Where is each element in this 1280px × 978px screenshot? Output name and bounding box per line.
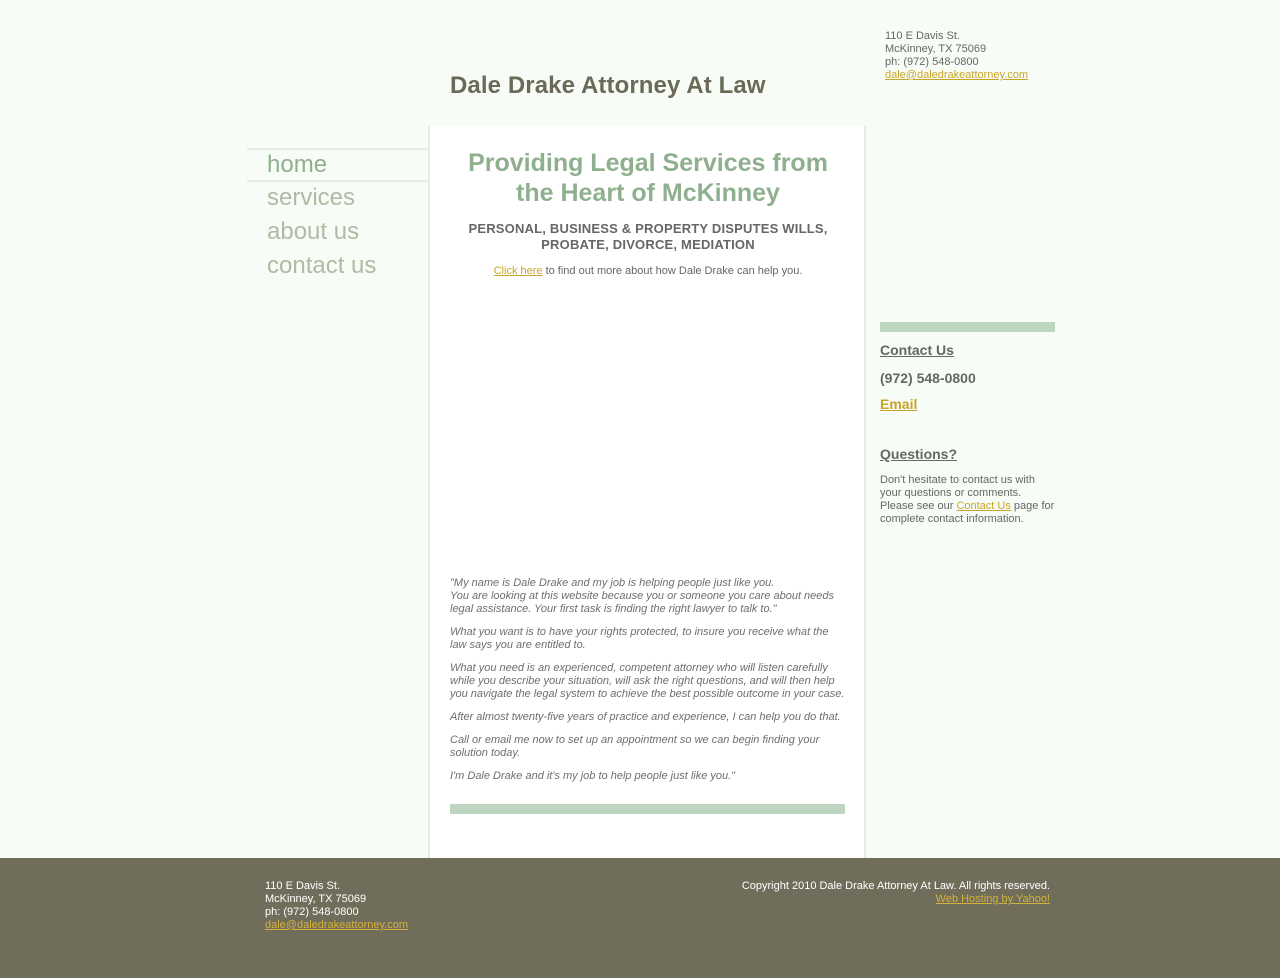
bio-paragraph: What you need is an experienced, competent attorney who will listen carefully while you describe your situation, will ask the right questions, and will then help you navigate the legal system to achieve the best possible outcome in your case. (450, 662, 845, 700)
footer (0, 858, 1280, 978)
bio-paragraph: Call or email me now to set up an appointment so we can begin finding your solution today. (450, 734, 820, 759)
bio-paragraph (450, 577, 846, 616)
page-headline: Providing Legal Services from the Heart of McKinney (468, 149, 828, 207)
click-here-link[interactable]: Click here (493, 265, 543, 277)
sidebar-divider-bar (880, 322, 1055, 332)
contact-us-heading-link[interactable]: Contact Us (880, 342, 954, 358)
footer-address (265, 880, 408, 932)
click-here-text: to find out more about how Dale Drake can help you. (542, 265, 803, 277)
content-panel (428, 126, 866, 858)
web-hosting-link[interactable]: Web Hosting by Yahoo! (935, 893, 1050, 905)
footer-address-line-1: 110 E Davis St. (265, 880, 340, 892)
copyright-text: Copyright 2010 Dale Drake Attorney At Law. All rights reserved. (741, 880, 1050, 892)
questions-text (880, 474, 1055, 526)
main-nav (247, 148, 427, 284)
bio-paragraph: After almost twenty-five years of practice and experience, I can help you do that. (450, 711, 841, 723)
nav-item-contact-us[interactable]: contact us (267, 252, 377, 279)
nav-item-home[interactable]: home (247, 148, 427, 182)
address-line-1: 110 E Davis St. (885, 30, 960, 42)
site-title: Dale Drake Attorney At Law (450, 72, 766, 99)
sidebar-email-link[interactable]: Email (880, 396, 918, 412)
bio-line: You are looking at this website because you or someone you care about needs legal assistance. Your first task is finding the right lawyer to talk to." (450, 590, 835, 615)
bio-paragraph: I'm Dale Drake and it's my job to help people just like you." (450, 770, 736, 782)
practice-areas: PERSONAL, BUSINESS & PROPERTY DISPUTES WILLS, PROBATE, DIVORCE, MEDIATION (468, 221, 828, 252)
header-address (885, 30, 1028, 82)
header-email-link[interactable]: dale@daledrakeattorney.com (885, 69, 1029, 81)
nav-item-about-us[interactable]: about us (267, 218, 360, 245)
footer-phone: ph: (972) 548-0800 (265, 906, 359, 918)
questions-text-after: page for complete contact information. (880, 500, 1055, 525)
contact-us-inline-link[interactable]: Contact Us (956, 500, 1011, 512)
footer-email-link[interactable]: dale@daledrakeattorney.com (265, 919, 409, 931)
bio-quote (450, 577, 846, 793)
footer-address-line-2: McKinney, TX 75069 (265, 893, 367, 905)
nav-item-services[interactable]: services (267, 184, 356, 211)
address-line-2: McKinney, TX 75069 (885, 43, 987, 55)
header-phone: ph: (972) 548-0800 (885, 56, 979, 68)
footer-legal (742, 880, 1050, 906)
bio-line: "My name is Dale Drake and my job is helping people just like you. (450, 577, 775, 589)
bio-paragraph: What you want is to have your rights protected, to insure you receive what the law says you are entitled to. (450, 626, 829, 651)
sidebar-phone: (972) 548-0800 (880, 370, 976, 386)
content-divider-bar (450, 804, 845, 814)
click-here-line (450, 265, 846, 277)
questions-heading-link[interactable]: Questions? (880, 446, 958, 462)
sidebar (880, 342, 1055, 526)
questions-text-before: Don't hesitate to contact us with your questions or comments. Please see our (880, 474, 1035, 512)
